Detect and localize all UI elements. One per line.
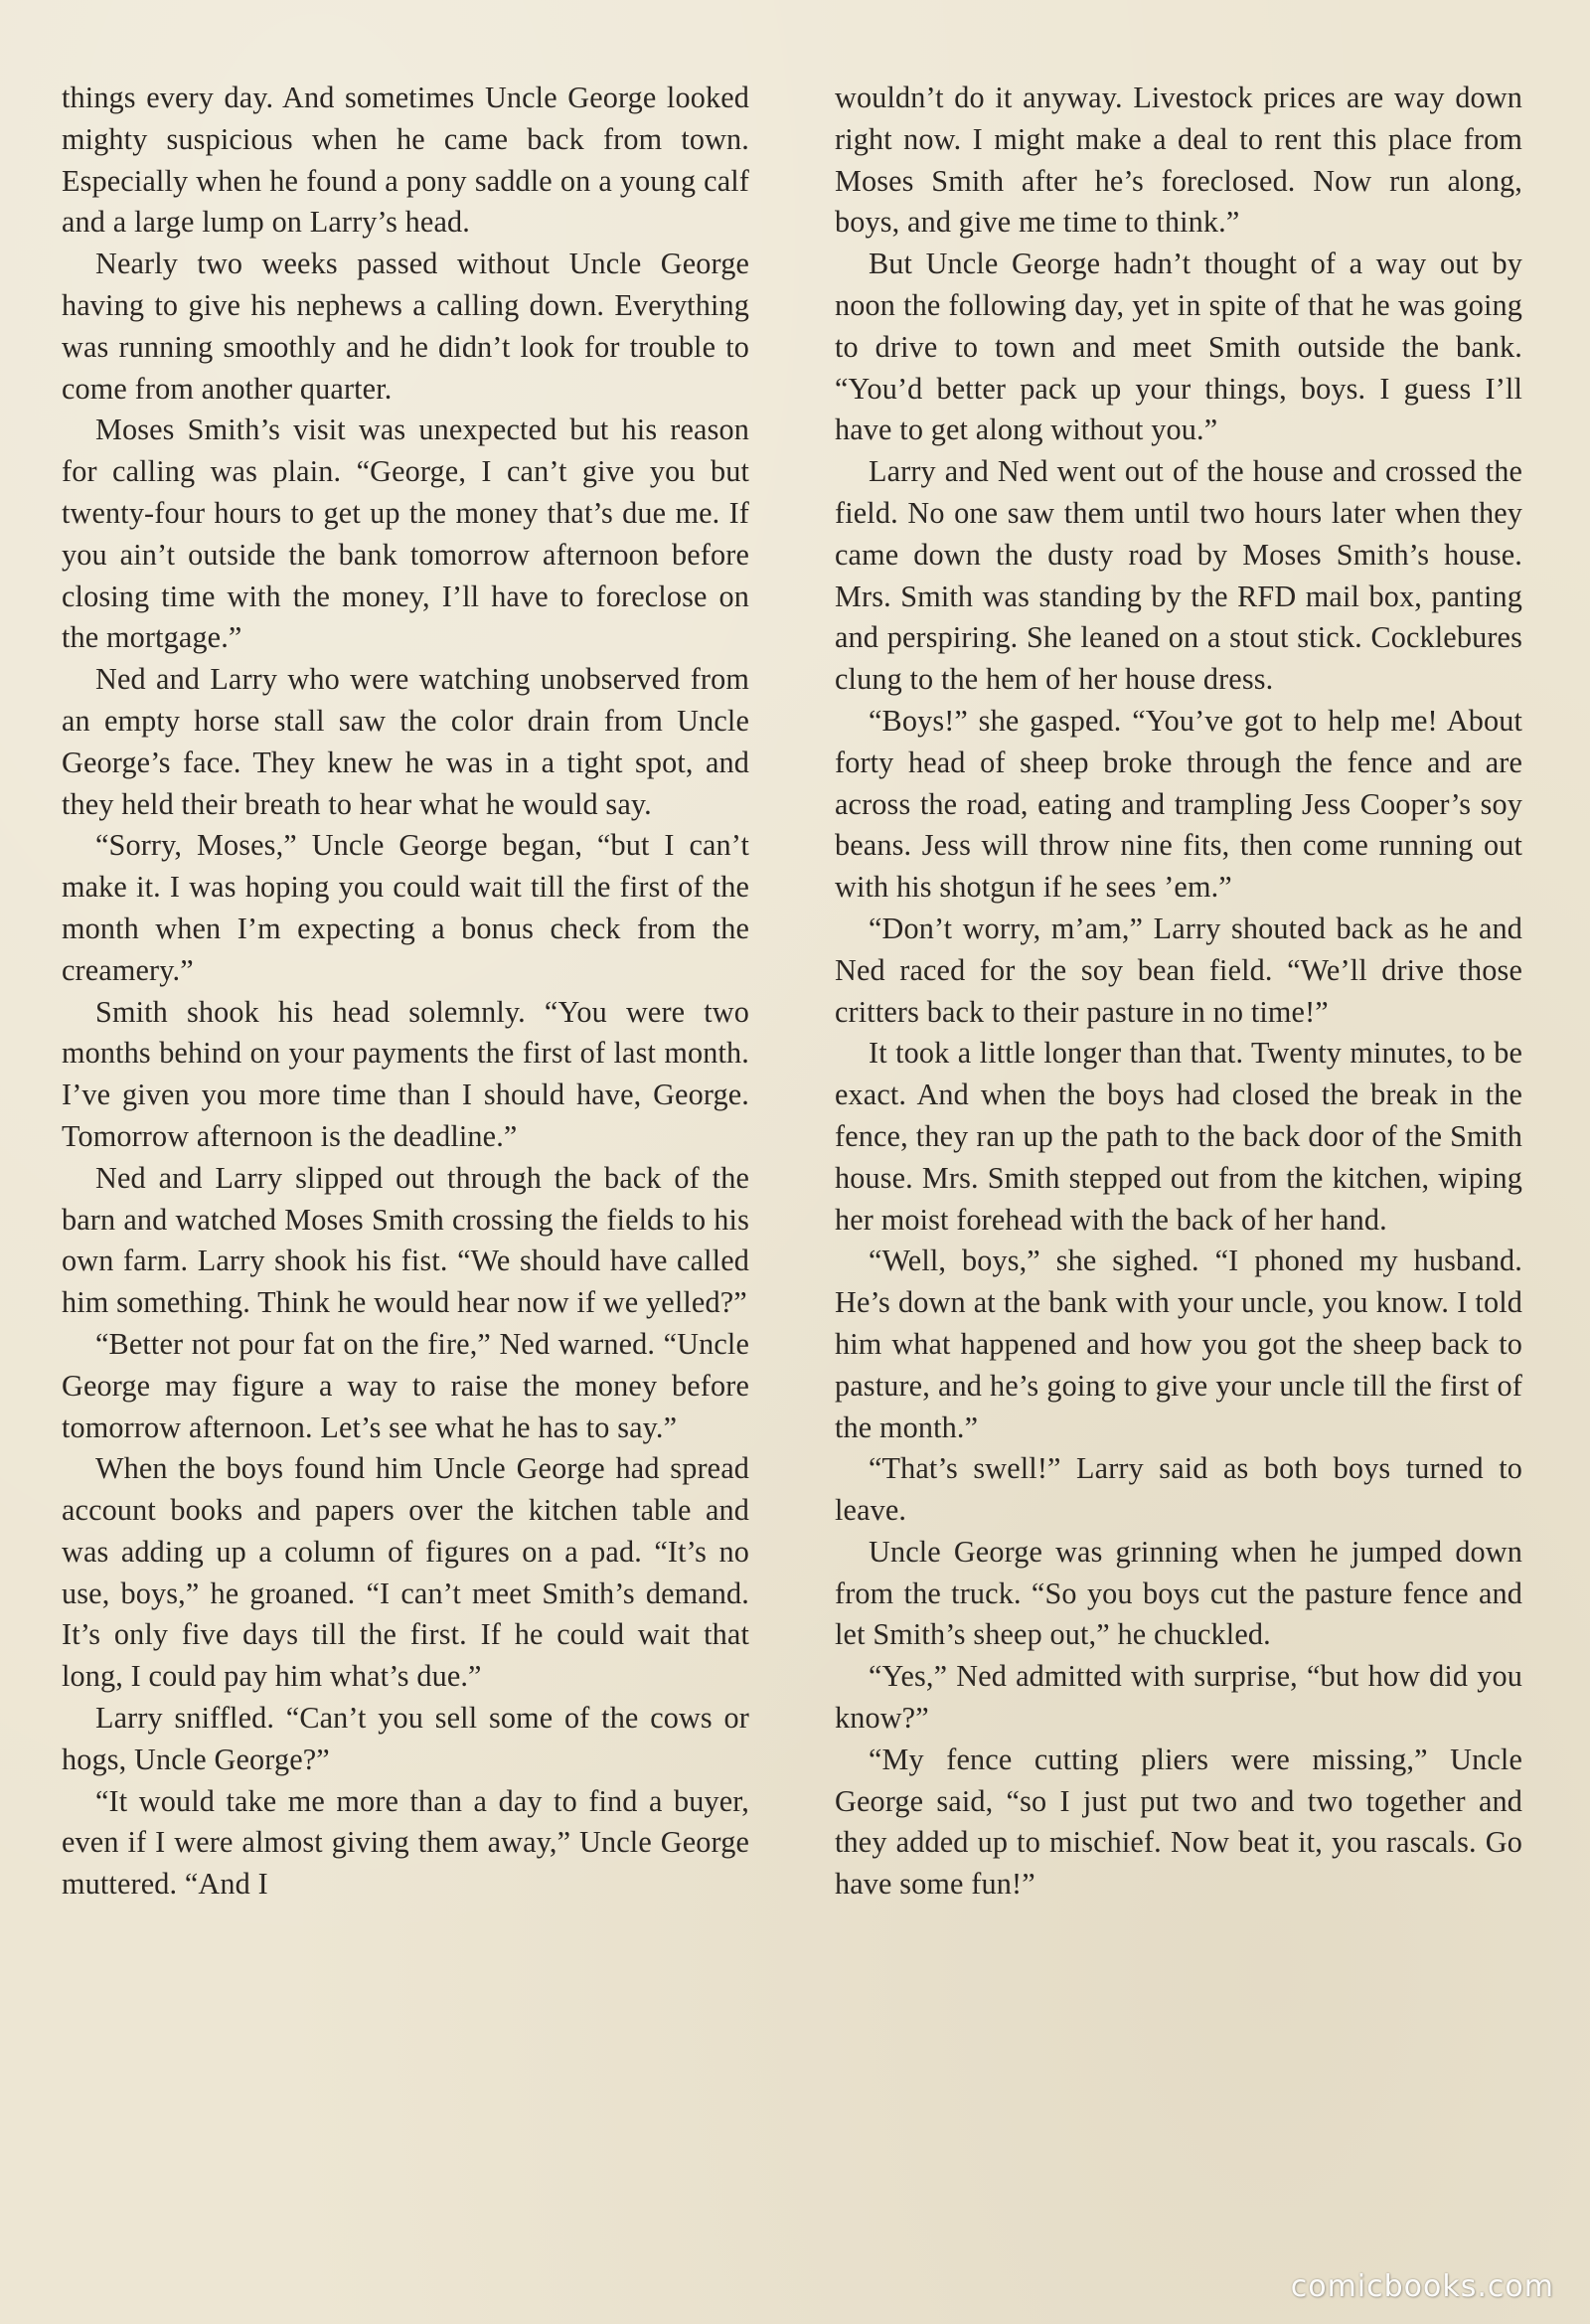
paragraph: things every day. And sometimes Uncle George looked mighty suspicious when he came back from town. Especially when he found a pony saddle on a young calf and a large lump on Larry’s head. [62, 81, 749, 240]
paragraph: Nearly two weeks passed without Uncle George having to give his nephews a calling down. Everything was running smoothly and he didn’t look for trouble to come from another quarter. [62, 247, 749, 406]
paragraph: Uncle George was grinning when he jumped down from the truck. “So you boys cut the pasture fence and let Smith’s sheep out,” he chuckled. [835, 1534, 1522, 1652]
paragraph: Moses Smith’s visit was unexpected but his reason for calling was plain. “George, I can’t give you but twenty-four hours to get up the money that’s due me. If you ain’t outside the bank tomorrow afternoon before closing time with the money, I’ll have to foreclose on the mortgage.” [62, 413, 749, 655]
paragraph: “Don’t worry, m’am,” Larry shouted back as he and Ned raced for the soy bean field. “We’ll drive those critters back to their pasture in no time!” [835, 911, 1522, 1029]
paragraph: “That’s swell!” Larry said as both boys turned to leave. [835, 1451, 1522, 1528]
left-text-column [62, 78, 749, 1906]
paragraph: Ned and Larry who were watching unobserved from an empty horse stall saw the color drain from Uncle George’s face. They knew he was in a tight spot, and they held their breath to hear what he would say. [62, 662, 749, 821]
paragraph: “Yes,” Ned admitted with surprise, “but how did you know?” [835, 1659, 1522, 1736]
paragraph: Ned and Larry slipped out through the back of the barn and watched Moses Smith crossing the fields to his own farm. Larry shook his fist. “We should have called him something. Think he would hear now if we yelled?” [62, 1160, 749, 1320]
paragraph: “Boys!” she gasped. “You’ve got to help me! About forty head of sheep broke through the fence and are across the road, eating and trampling Jess Cooper’s soy beans. Jess will throw nine fits, then come running out with his shotgun if he sees ’em.” [835, 703, 1522, 905]
paragraph: Larry sniffled. “Can’t you sell some of the cows or hogs, Uncle George?” [62, 1701, 749, 1776]
paragraph: “Well, boys,” she sighed. “I phoned my husband. He’s down at the bank with your uncle, you know. I told him what happened and how you got the sheep back to pasture, and he’s going to give your uncle till the first of the month.” [835, 1244, 1522, 1444]
paragraph: But Uncle George hadn’t thought of a way out by noon the following day, yet in spite of that he was going to drive to town and meet Smith outside the bank. “You’d better pack up your things, boys. I guess I’ll have to get along without you.” [835, 247, 1522, 447]
paragraph: wouldn’t do it anyway. Livestock prices are way down right now. I might make a deal to rent this place from Moses Smith after he’s foreclosed. Now run along, boys, and give me time to think.” [835, 81, 1522, 240]
paragraph: “My fence cutting pliers were missing,” Uncle George said, “so I just put two and two together and they added up to mischief. Now beat it, you rascals. Go have some fun!” [835, 1742, 1522, 1902]
paragraph: Smith shook his head solemnly. “You were two months behind on your payments the first of last month. I’ve given you more time than I should have, George. Tomorrow afternoon is the deadline.” [62, 994, 749, 1153]
paragraph: “Better not pour fat on the fire,” Ned warned. “Uncle George may figure a way to raise the money before tomorrow afternoon. Let’s see what he has to say.” [62, 1326, 749, 1444]
watermark: comicbooks.com [1290, 2269, 1554, 2304]
paragraph: It took a little longer than that. Twenty minutes, to be exact. And when the boys had closed the break in the fence, they ran up the path to the back door of the Smith house. Mrs. Smith stepped out from the kitchen, wiping her moist forehead with the back of her hand. [835, 1036, 1522, 1237]
paragraph: “It would take me more than a day to find a buyer, even if I were almost giving them away,” Uncle George muttered. “And I [62, 1783, 749, 1902]
paragraph: Larry and Ned went out of the house and crossed the field. No one saw them until two hours later when they came down the dusty road by Moses Smith’s house. Mrs. Smith was standing by the RFD mail box, panting and perspiring. She leaned on a stout stick. Cocklebures clung to the hem of her house dress. [835, 454, 1522, 697]
right-text-column [835, 78, 1522, 1906]
paragraph: When the boys found him Uncle George had spread account books and papers over the kitchen table and was adding up a column of figures on a pad. “It’s no use, boys,” he groaned. “I can’t meet Smith’s demand. It’s only five days till the first. If he could wait that long, I could pay him what’s due.” [62, 1451, 749, 1694]
paragraph: “Sorry, Moses,” Uncle George began, “but I can’t make it. I was hoping you could wait till the first of the month when I’m expecting a bonus check from the creamery.” [62, 828, 749, 987]
